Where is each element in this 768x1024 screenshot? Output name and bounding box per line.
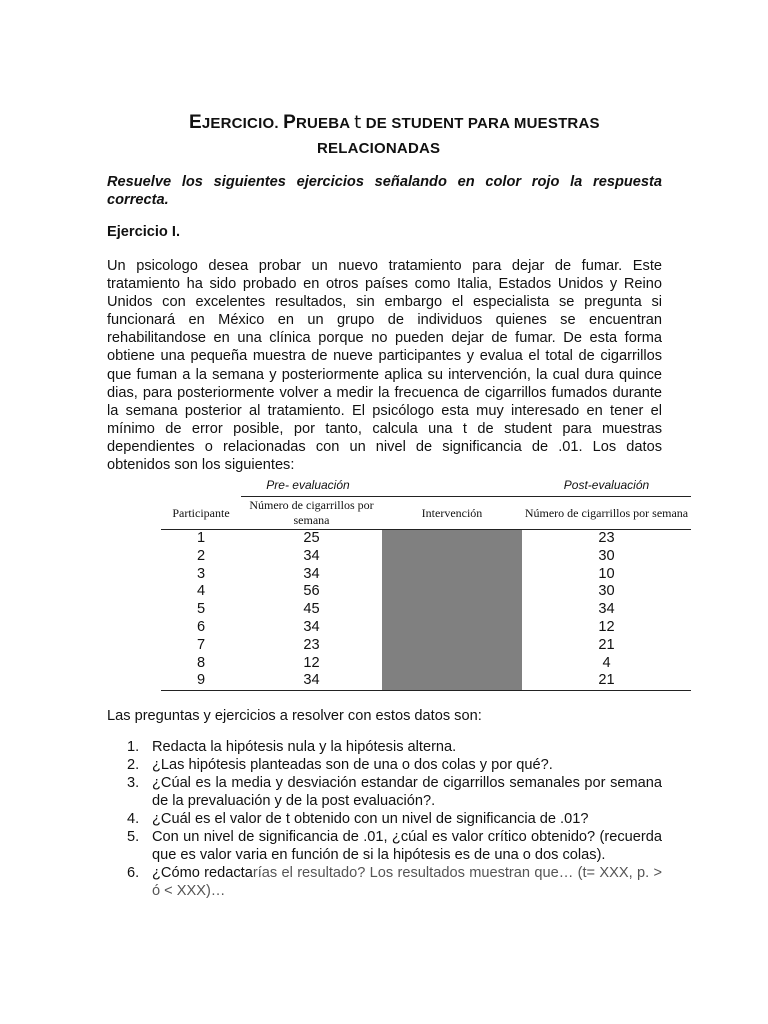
cell-post: 34: [598, 601, 615, 618]
cell-post: 21: [598, 636, 615, 653]
cell-participant: 9: [196, 672, 206, 689]
instructions: Resuelve los siguientes ejercicios señalando en color rojo la respuesta correcta.: [107, 174, 662, 208]
list-item: 5. Con un nivel de significancia de .01, ¿cúal es valor crítico obtenido? (recuerda que es valor varia en función de si la hipótesis es de una o dos colas).: [127, 829, 662, 863]
cell-post: 30: [598, 583, 615, 600]
header-pre-count: Número de cigarrillos por semana: [249, 498, 374, 527]
cell-pre: 34: [303, 618, 320, 635]
table-row: [161, 530, 691, 548]
cell-participant: 6: [196, 618, 206, 635]
cell-post: 21: [598, 672, 615, 689]
data-table: [161, 478, 691, 689]
cell-participant: 7: [196, 636, 206, 653]
cell-post: 23: [598, 530, 615, 546]
list-item: 2. ¿Las hipótesis planteadas son de una o dos colas y por qué?.: [127, 757, 553, 773]
list-item: 4. ¿Cuál es el valor de t obtenido con un nivel de significancia de .01?: [127, 811, 589, 827]
table-row: [161, 548, 691, 566]
table-row: [161, 672, 691, 690]
table-row: [161, 655, 691, 673]
table-group-row: [161, 478, 691, 496]
cell-pre: 23: [303, 636, 320, 653]
cell-participant: 8: [196, 654, 206, 671]
header-intervention: Intervención: [421, 505, 483, 520]
document-title: [189, 112, 669, 157]
table-header-row: [161, 497, 691, 529]
list-item: 6. ¿Cómo redactarías el resultado? Los resultados muestran que… (t= XXX, p. > ó < XXX)…: [127, 865, 662, 899]
table-body: [161, 530, 691, 690]
cell-pre: 34: [303, 565, 320, 582]
cell-post: 4: [602, 654, 611, 671]
title-line-2: RELACIONADAS: [317, 140, 441, 157]
cell-participant: 2: [196, 547, 206, 564]
cell-pre: 12: [303, 654, 320, 671]
table-bottom-rule: [161, 690, 691, 691]
table-row: [161, 619, 691, 637]
cell-post: 12: [598, 618, 615, 635]
cell-pre: 25: [303, 530, 320, 546]
cell-participant: 4: [196, 583, 206, 600]
cell-post: 10: [598, 565, 615, 582]
table-row: [161, 637, 691, 655]
cell-pre: 56: [303, 583, 320, 600]
exercise-heading: Ejercicio I.: [107, 224, 181, 240]
table-row: [161, 566, 691, 584]
cell-pre: 34: [303, 547, 320, 564]
table-row: [161, 583, 691, 601]
list-item: 1. Redacta la hipótesis nula y la hipótesis alterna.: [127, 739, 457, 755]
group-label-post: Post-evaluación: [563, 478, 650, 492]
cell-pre: 34: [303, 672, 320, 689]
list-item: 3. ¿Cúal es la media y desviación estandar de cigarrillos semanales por semana de la prevaluación y de la post evaluación?.: [127, 775, 662, 809]
cell-participant: 5: [196, 601, 206, 618]
cell-post: 30: [598, 547, 615, 564]
header-post-count: Número de cigarrillos por semana: [524, 505, 689, 520]
questions-intro: Las preguntas y ejercicios a resolver con estos datos son:: [107, 708, 482, 724]
header-participant: Participante: [172, 505, 230, 520]
cell-pre: 45: [303, 601, 320, 618]
questions-list: [107, 738, 662, 900]
table-row: [161, 601, 691, 619]
cell-participant: 3: [196, 565, 206, 582]
group-label-pre: Pre- evaluación: [266, 478, 350, 492]
cell-participant: 1: [196, 530, 206, 546]
title-line-1: EJERCICIO. PRUEBA t DE STUDENT PARA MUESTRAS: [189, 112, 600, 133]
problem-paragraph: Un psicologo desea probar un nuevo tratamiento para dejar de fumar. Este tratamiento ha sido probado en otros países como Italia, Estados Unidos y Reino Unidos con excelentes resultados, sin embargo el especialista se pregunta si funcionará en México en un grupo de individuos quienes se encuentran rehabilitandose en una clínica porque no pueden dejar de fumar. De esta forma obtiene una pequeña muestra de nueve participantes y evalua el total de cigarrillos que fuman a la semana y posteriormente aplica su intervención, la cual dura quince dias, para posteriormente volver a medir la frecuenca de cigarrillos fumados durante la semana posterior al tratamiento. El psicólogo esta muy interesado en tener el mínimo de error posible, por tanto, calcula una t de student para muestras dependientes o relacionadas con un nivel de significancia de .01. Los datos obtenidos son los siguientes:: [107, 258, 662, 474]
